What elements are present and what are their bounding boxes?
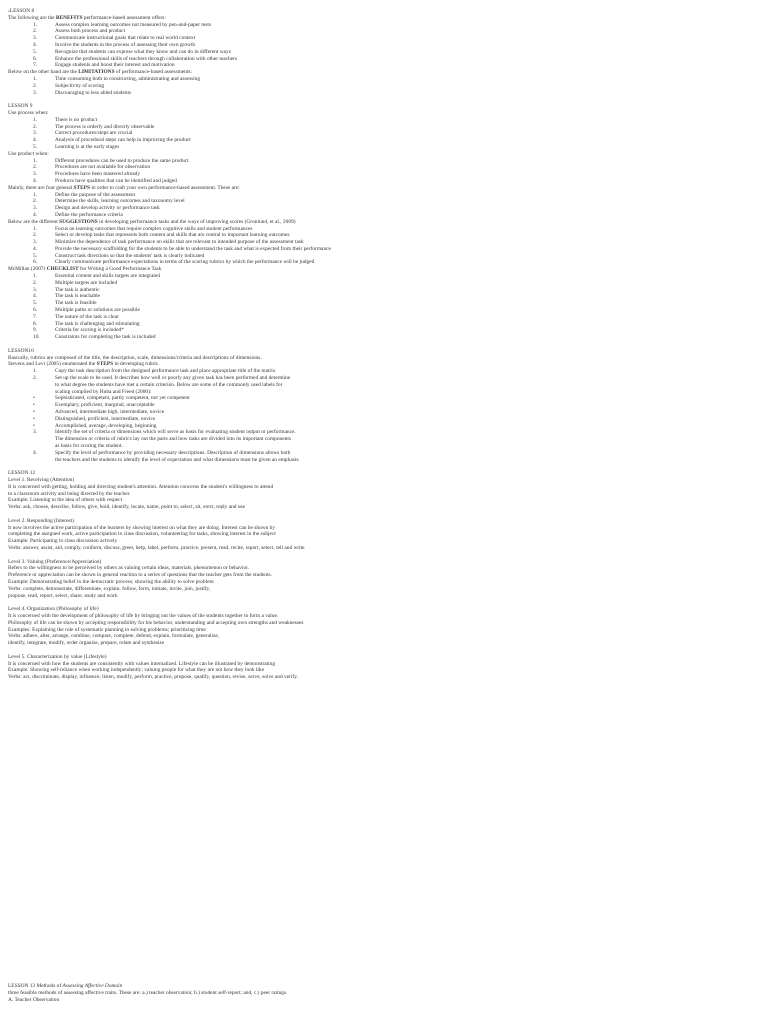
list-item xyxy=(8,124,728,131)
item-text: Identify the set of criteria or dimensions which will serve as basis for evaluating student output or performance. xyxy=(55,429,296,436)
item-text: Accomplished, average, developing, beginning xyxy=(55,422,157,429)
item-continuation: the teachers and the students to identify the level of expectation and what dimensions must be given an emphasis. xyxy=(55,456,300,463)
item-text: Criteria for scoring is included* xyxy=(55,327,124,334)
item-text: Select or develop tasks that represents both content and skills that are central to important learning outcomes xyxy=(55,232,290,239)
intro-text: Below on the other hand are the xyxy=(8,69,79,76)
item-text: Multiple paths or solutions are possible xyxy=(55,307,140,314)
heading-text: LESSON 13 Methods of xyxy=(8,983,63,989)
item-number: 4. xyxy=(33,41,38,48)
level-line: to a classroom activity and being directed by the teacher. xyxy=(8,490,131,497)
lesson-9 xyxy=(8,103,728,341)
level-line: Example: Demonstrating belief in the democratic process; showing the ability to solve problem xyxy=(8,578,214,585)
item-number: 1. xyxy=(33,157,38,164)
document-body xyxy=(8,8,728,681)
item-number: 2. xyxy=(33,198,38,205)
bullet-mark: • xyxy=(33,409,35,416)
lesson-heading xyxy=(8,983,728,990)
item-number: 8. xyxy=(33,320,38,327)
process-intro: Use process when: xyxy=(8,109,49,116)
level-line: Example: Showing self-reliance when working independently; valuing people for what they are not how they look like xyxy=(8,667,264,674)
item-text: Engage students and boost their interest and motivation xyxy=(55,62,175,69)
list-item xyxy=(8,293,728,300)
blank-line xyxy=(8,552,728,559)
blank-line xyxy=(8,599,728,606)
intro-text: Below are the different xyxy=(8,218,60,225)
suggestions-intro xyxy=(8,219,728,226)
intro-text: in order to craft your own performance-based assessment. These are: xyxy=(90,184,240,191)
item-text: Communicate instructional goals that relate to real world context xyxy=(55,35,196,42)
item-continuation: as basis for scoring the student. xyxy=(55,443,123,449)
list-item xyxy=(8,205,728,212)
intro-text: in developing performance tasks and the ways of improving scores (Gronlund, et al., 2009) xyxy=(97,218,296,225)
item-text: Recognize that students can express what they know and can do in different ways xyxy=(55,48,231,55)
intro-text: Stevens and Levi (2005) enumerated the xyxy=(8,361,97,368)
item-number: 2. xyxy=(33,123,38,130)
list-item xyxy=(8,307,728,314)
steps-intro xyxy=(8,185,728,192)
item-text: Involve the students in the process of assessing their own growth xyxy=(55,41,196,48)
lesson-heading: LESSON 12 xyxy=(8,470,36,477)
lesson-heading: LESSON 9 xyxy=(8,103,33,110)
item-text: Essential content and skills targets are integrated xyxy=(55,273,160,280)
item-text: Clearly communicate performance expectations in terms of the scoring rubrics by which the performance will be judged xyxy=(55,259,315,266)
checklist-intro xyxy=(8,266,728,273)
item-number: 3. xyxy=(33,286,38,293)
item-number: 3. xyxy=(33,89,38,96)
item-number: 1. xyxy=(33,21,38,28)
list-item xyxy=(8,22,728,29)
item-number: 6. xyxy=(33,307,38,314)
item-number: 3. xyxy=(33,171,38,178)
level-title: Level 5. Characterization by value (Lifestyle) xyxy=(8,653,107,660)
list-item xyxy=(8,35,728,42)
item-continuation: The dimension or criteria of rubrics lay out the parts and how tasks are divided into its important components xyxy=(55,436,291,443)
bullet-mark: • xyxy=(33,422,35,429)
product-intro: Use product when: xyxy=(8,150,49,157)
keyword: STEPS xyxy=(73,184,90,191)
list-item xyxy=(8,164,728,171)
list-item xyxy=(8,246,728,253)
list-item xyxy=(8,28,728,35)
item-text: Copy the task description from the designed performance task and place appropriate title of the matrix xyxy=(55,368,276,375)
item-text: Enhance the professional skills of teachers through collaboration with other teachers xyxy=(55,55,238,62)
list-item xyxy=(8,226,728,233)
intro-text: Mainly, there are four general xyxy=(8,184,74,191)
item-number: 1. xyxy=(33,191,38,198)
item-number: 1. xyxy=(33,225,38,232)
item-text: Time consuming both in constructing, administrating and assessing xyxy=(55,75,201,82)
limitations-intro xyxy=(8,69,728,76)
item-text: The task is challenging and stimulating xyxy=(55,320,140,327)
blank-line xyxy=(8,341,728,348)
list-item xyxy=(8,212,728,219)
intro-text: for Writing a Good Performance Task xyxy=(78,266,162,273)
item-number: 4. xyxy=(33,245,38,252)
level-line: It now involves the active participation of the learners by showing interest on what they are doing. Interest can be shown by xyxy=(8,524,276,531)
item-number: 5. xyxy=(33,300,38,307)
item-number: 3. xyxy=(33,239,38,246)
item-number: 9. xyxy=(33,327,38,334)
bullet-mark: • xyxy=(33,402,35,409)
list-item xyxy=(8,375,728,382)
item-text: Subjectivity of scoring xyxy=(55,82,105,89)
intro-text: in developing rubric. xyxy=(113,361,160,368)
item-text: Learning is at the early stages xyxy=(55,143,120,150)
subheading: A. Teacher Observation xyxy=(8,996,60,1003)
item-text: Distinguished, proficient, intermediate, novice xyxy=(55,415,156,422)
level-line: Verbs: adhere, alter, arrange, combine, compare, complete, defend, explain, formulate, generalize, xyxy=(8,633,220,640)
level-title: Level 2. Responding (Interest) xyxy=(8,517,74,524)
list-item xyxy=(8,450,728,457)
level-line: completing the assigned work, active participation in class discussion, volunteering for tasks, showing interest in the subject xyxy=(8,531,276,538)
item-number: 4. xyxy=(33,177,38,184)
item-text: Specify the level of performance by providing necessary descriptions. Description of dimensions allows both xyxy=(55,449,291,456)
item-text: Sophisticated, competent, partly competent, not yet competent xyxy=(55,395,190,402)
level-line: Verbs: act, discriminate, display, influence, listen, modify, perform, practice, propose, qualify, question, revise, serve, solve and verify. xyxy=(8,674,298,681)
level-line: Verbs: ask, choose, describe, follow, give, hold, identify, locate, name, point to, select, sit, erect, reply and use xyxy=(8,504,246,511)
item-text: Products have qualities that can be identified and judged xyxy=(55,177,177,184)
item-text: There is no product xyxy=(55,116,98,123)
item-number: 2. xyxy=(33,28,38,35)
level-line: Example: Listening to the idea of others with respect xyxy=(8,497,123,504)
item-number: 2. xyxy=(33,279,38,286)
list-item xyxy=(8,192,728,199)
lesson-heading: LESSON10 xyxy=(8,347,34,354)
item-text: Construct task directions so that the students' task is clearly indicated xyxy=(55,252,205,259)
list-item xyxy=(8,287,728,294)
intro-text: The following are the xyxy=(8,14,56,21)
item-text: Analysis of procedural steps can help in improving the product xyxy=(55,137,191,144)
list-item xyxy=(8,144,728,151)
item-text: The task is teachable xyxy=(55,293,101,300)
item-number: 10. xyxy=(33,334,40,341)
level-line: propose, read, report, select, share, study and work xyxy=(8,592,118,599)
bullet-item xyxy=(8,416,728,423)
level-line: It is concerned with the development of philosophy of life by bringing out the values of the students together to form a value. xyxy=(8,612,279,619)
item-text: Exemplary, proficient, marginal, unacceptable xyxy=(55,402,155,409)
item-text: The task is authentic xyxy=(55,286,100,293)
list-item xyxy=(8,83,728,90)
list-item xyxy=(8,280,728,287)
item-text: Multiple targets are included xyxy=(55,279,118,286)
item-number: 7. xyxy=(33,62,38,69)
level-line: Verbs: answer, assist, aid, comply, conform, discuss, greet, help, label, perform, practice, present, read, recite, report, select, tell and write xyxy=(8,544,305,551)
lesson-12 xyxy=(8,470,728,681)
level-line: identify, integrate, modify, order organize, prepare, relate and synthesize xyxy=(8,640,165,647)
item-text: Procedures have been mastered already xyxy=(55,171,141,178)
item-number: 5. xyxy=(33,143,38,150)
lesson-8 xyxy=(8,8,728,96)
item-number: 4. xyxy=(33,137,38,144)
lesson-10 xyxy=(8,348,728,464)
item-text: Determine the skills, learning outcomes and taxonomy level xyxy=(55,198,185,205)
level-title: Level 1. Receiving (Attention) xyxy=(8,476,75,483)
item-text: The process is orderly and directly observable xyxy=(55,123,155,130)
item-number: 5. xyxy=(33,252,38,259)
intro-text: McMillan (2007) xyxy=(8,266,47,273)
level-line: Verbs: complete, demonstrate, differentiate, explain, follow, form, initiate, invite, join, justify, xyxy=(8,585,211,592)
item-text: Provide the necessary scaffolding for the students to be able to understand the task and what is expected from their performance xyxy=(55,245,331,252)
list-item xyxy=(8,171,728,178)
list-item xyxy=(8,178,728,185)
intro-text: of performance-based assessments: xyxy=(114,69,192,76)
level-line: Example: Participating in class discussion actively xyxy=(8,538,118,545)
item-number: 3. xyxy=(33,429,38,436)
level-title: Level 3. Valuing (Preference/Appreciation) xyxy=(8,558,102,565)
blank-line xyxy=(8,511,728,518)
item-number: 4. xyxy=(33,449,38,456)
item-text: Define the performance criteria xyxy=(55,211,123,218)
list-item xyxy=(8,314,728,321)
list-item xyxy=(8,273,728,280)
level-line: Preference or appreciation can be shown in general reaction to a series of questions that the teacher gets from the students. xyxy=(8,572,272,579)
intro-text: performance-based assessment offers: xyxy=(82,14,166,21)
item-number: 2. xyxy=(33,164,38,171)
item-text: Assess both process and product xyxy=(55,28,126,35)
item-text: Advanced, intermediate high, intermediate, novice xyxy=(55,409,165,416)
benefits-intro xyxy=(8,15,728,22)
lesson-13 xyxy=(8,983,728,1003)
level-line: Philosophy of life can be shown by accepting responsibility for his behavior, understanding and accepting own strengths and weaknesses xyxy=(8,619,304,626)
item-number: 6. xyxy=(33,55,38,62)
item-text: Define the purpose of the assessment xyxy=(55,191,136,198)
item-number: 3. xyxy=(33,35,38,42)
item-number: 1. xyxy=(33,273,38,280)
level-title: Level 4. Organization (Philosophy of life) xyxy=(8,606,99,613)
list-item xyxy=(8,334,728,341)
list-item xyxy=(8,239,728,246)
rubric-intro: Basically, rubrics are composed of the title, the description, scale, dimensions/criteria and descriptions of dimensions. xyxy=(8,354,262,361)
list-item xyxy=(8,56,728,63)
list-item xyxy=(8,300,728,307)
item-text: Constraints for completing the task is included xyxy=(55,334,156,341)
item-text: Correct procedures/steps are crucial xyxy=(55,130,133,137)
keyword: BENEFITS xyxy=(55,14,83,21)
level-line: It is concerned with getting, holding and directing student's attention. Attention concerns the student's willingness to attend xyxy=(8,483,274,490)
bullet-mark: • xyxy=(33,395,35,402)
list-item xyxy=(8,137,728,144)
item-continuation: to what degree the students have met a certain criterion. Below are some of the commonly used labels for xyxy=(55,381,283,388)
item-number: 1. xyxy=(33,75,38,82)
item-number: 5. xyxy=(33,48,38,55)
item-number: 7. xyxy=(33,313,38,320)
item-number: 2. xyxy=(33,375,38,382)
keyword: LIMITATIONS xyxy=(78,69,115,76)
item-number: 4. xyxy=(33,293,38,300)
item-text: Assess complex learning outcomes not measured by pen-and-paper tests xyxy=(55,21,211,28)
blank-line xyxy=(8,647,728,654)
list-item xyxy=(8,49,728,56)
level-line: Refers to the willingness to be perceived by others as valuing certain ideas, materials, phenomenon or behavior. xyxy=(8,565,249,572)
level-line: Examples: Explaining the role of systematic planning in solving problems; prioritizing time xyxy=(8,626,206,633)
item-text: Different procedures can be used to produce the same product xyxy=(55,157,189,164)
list-item xyxy=(8,90,728,97)
list-item xyxy=(8,76,728,83)
bullet-item xyxy=(8,409,728,416)
item-text: Set up the scale to be used. It describes how well or poorly any given task has been performed and determine xyxy=(55,375,291,382)
level-line: It is concerned with how the students are consistently with values internalized. Lifestyle can be illustrated by demonstrating xyxy=(8,660,276,667)
item-text: The task is feasible xyxy=(55,300,97,307)
item-number: 3. xyxy=(33,205,38,212)
keyword: STEPS xyxy=(96,361,114,368)
item-text: Procedures are not available for observation xyxy=(55,164,151,171)
item-text: Minimize the dependence of task performance on skills that are relevant to intended purpose of the assessment task xyxy=(55,239,304,246)
heading-italic-text: Assessing Affective Domain xyxy=(62,983,123,989)
blank-line xyxy=(8,96,728,103)
item-text: Focus on learning outcomes that require complex cognitive skills and student performances xyxy=(55,225,253,232)
blank-line xyxy=(8,463,728,470)
methods-intro: three feasible methods of assessing affective traits. These are: a.) teacher observation; b.) student self-report; and, c.) peer ratings. xyxy=(8,989,288,996)
list-item xyxy=(8,117,728,124)
item-text: Discouraging to less abled students xyxy=(55,89,132,96)
list-item xyxy=(8,368,728,375)
lesson-heading: ‹LESSON 8 xyxy=(8,8,35,14)
item-text: The nature of the task is clear xyxy=(55,313,119,320)
bullet-item xyxy=(8,402,728,409)
item-text: Design and develop activity or performance task xyxy=(55,205,160,212)
item-number: 2. xyxy=(33,232,38,239)
item-number: 6. xyxy=(33,259,38,266)
item-number: 3. xyxy=(33,130,38,137)
item-continuation: scaling compiled by Huba and Freed (2000): xyxy=(55,388,152,395)
item-number: 2. xyxy=(33,82,38,89)
keyword: CHECKLIST xyxy=(46,266,79,273)
keyword: SUGGESTIONS xyxy=(59,218,98,225)
item-number: 1. xyxy=(33,368,38,375)
item-number: 4. xyxy=(33,211,38,218)
item-number: 1. xyxy=(33,116,38,123)
list-item xyxy=(8,42,728,49)
bullet-mark: • xyxy=(33,415,35,422)
